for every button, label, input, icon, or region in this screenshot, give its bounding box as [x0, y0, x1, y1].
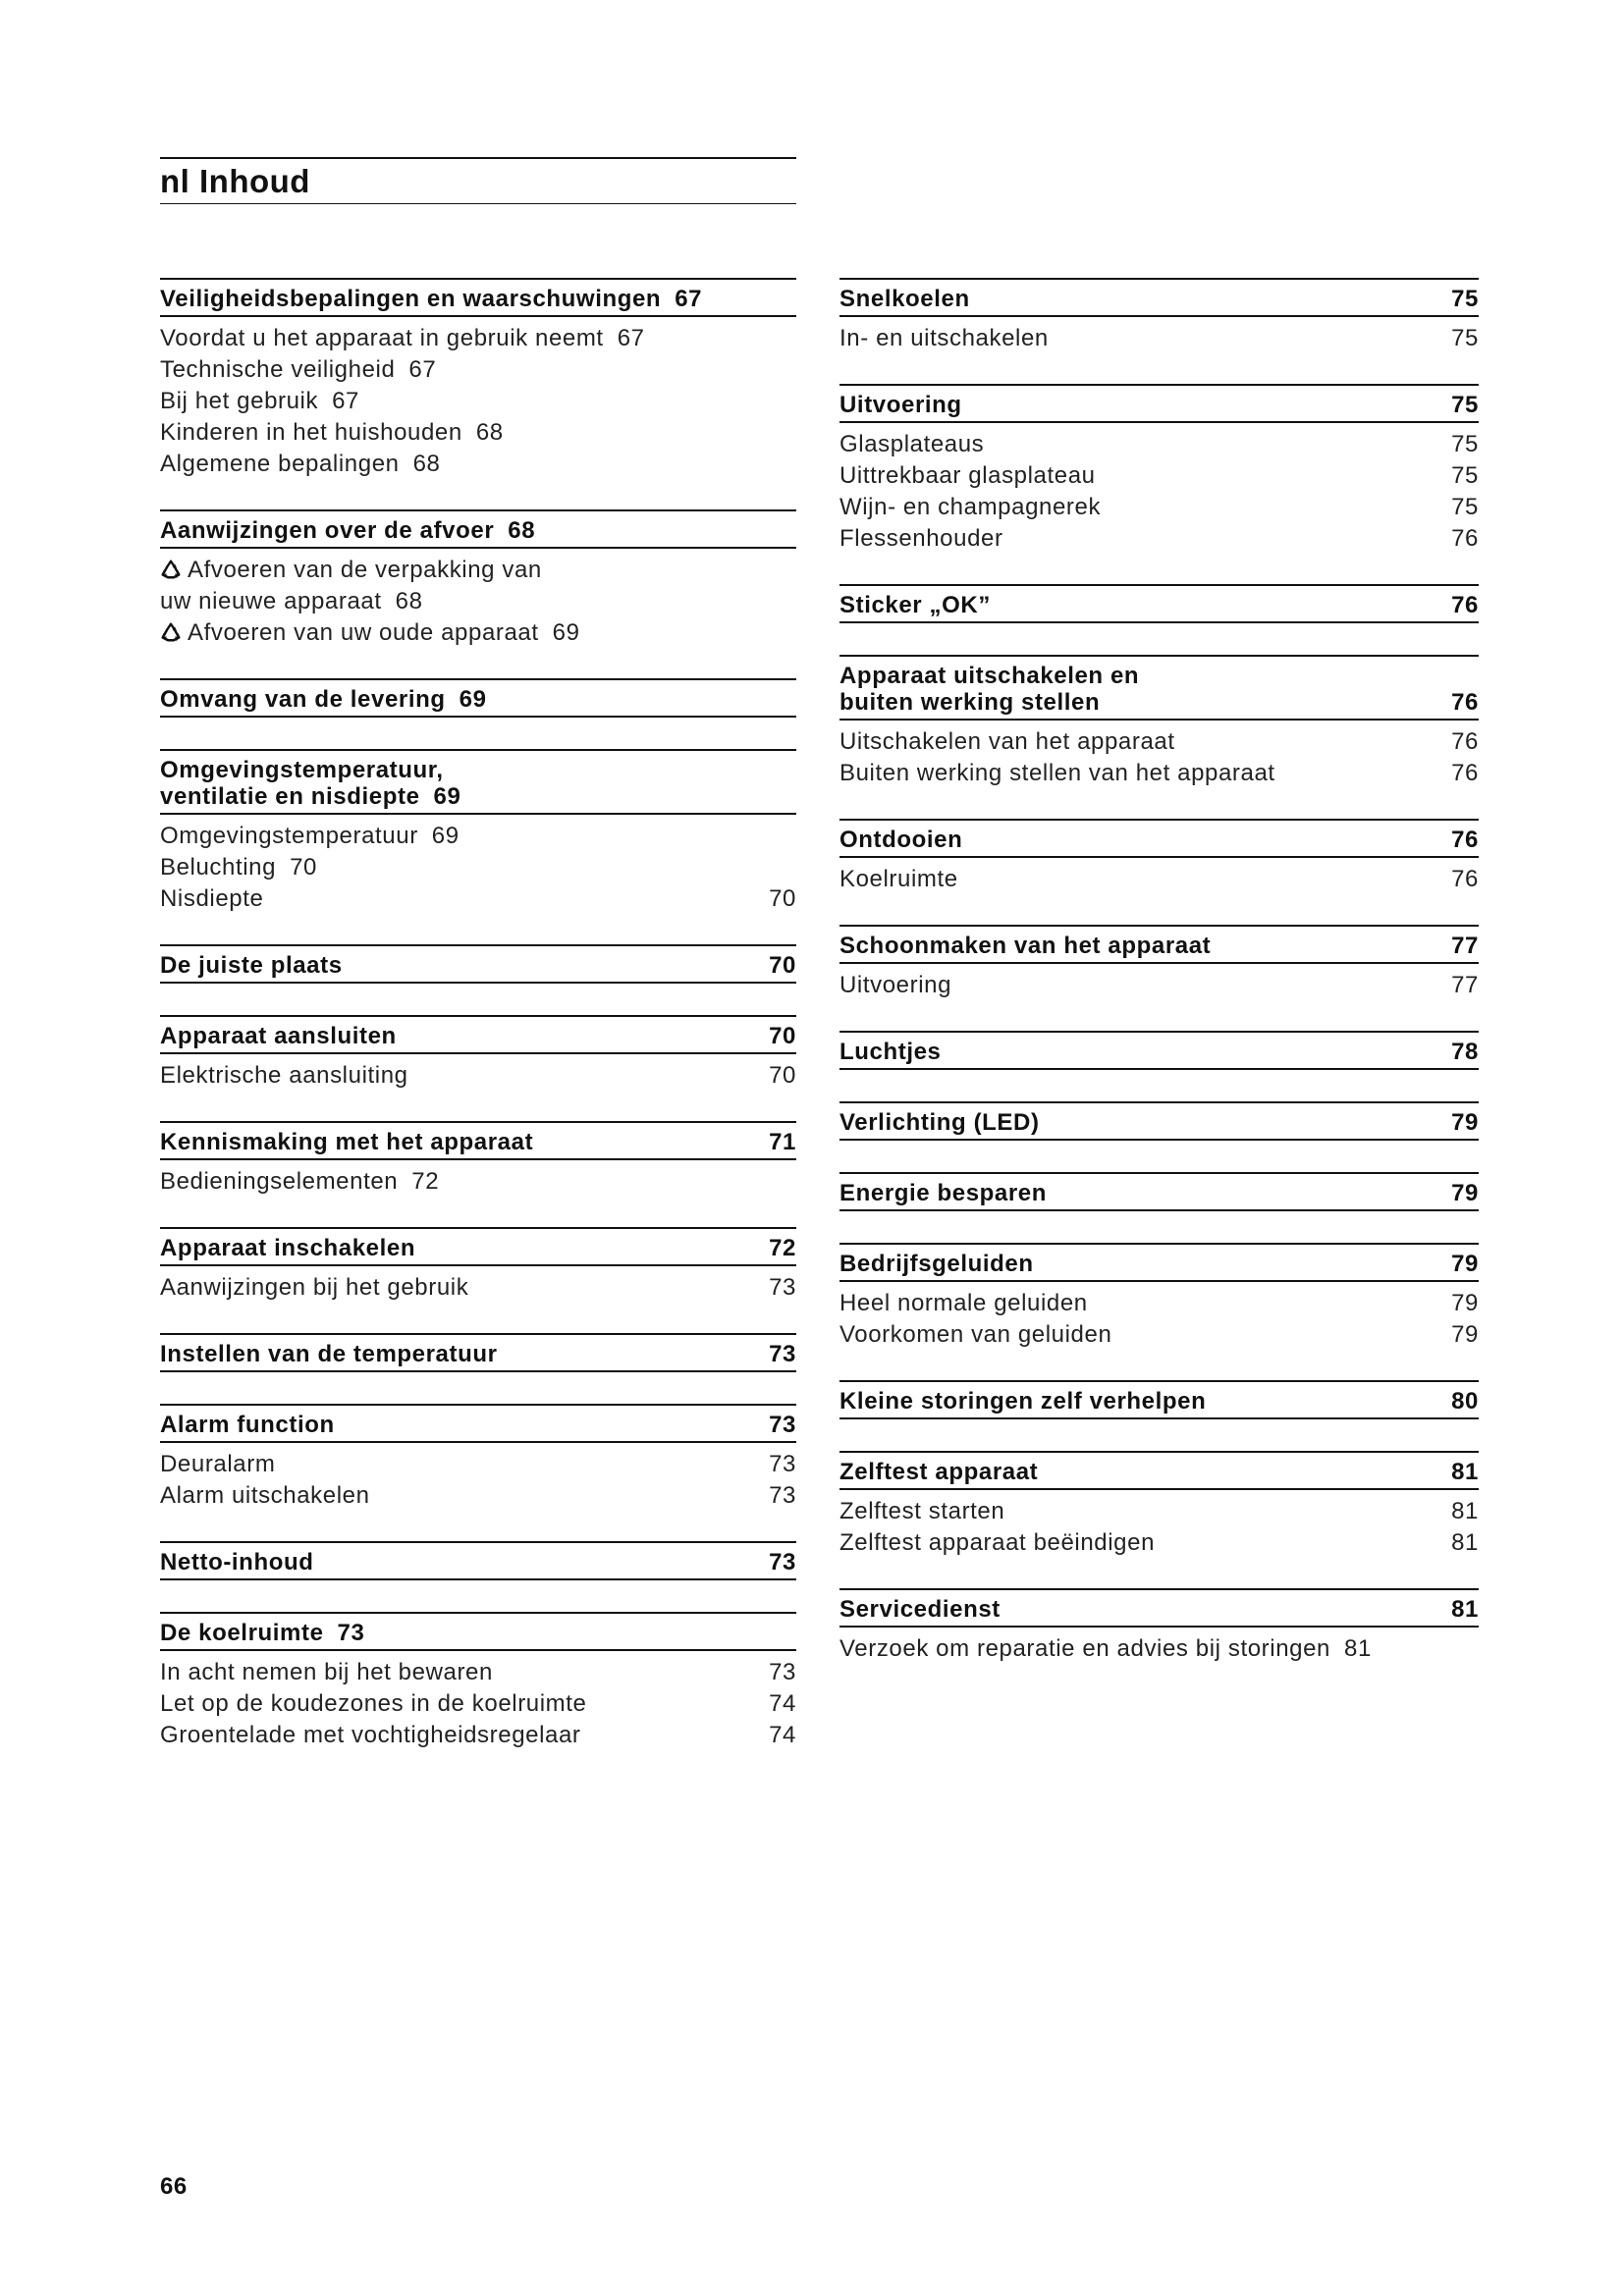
toc-item-page: 76	[1451, 728, 1479, 755]
toc-section-title	[839, 1596, 1441, 1623]
toc-section-heading[interactable]	[839, 1588, 1479, 1628]
toc-section-title-line: Servicedienst	[839, 1596, 1001, 1623]
toc-item-text	[839, 429, 984, 460]
toc-section	[839, 384, 1479, 555]
toc-section-heading[interactable]	[839, 1031, 1479, 1070]
toc-section-title-line: Netto-inhoud	[160, 1549, 314, 1575]
toc-item[interactable]	[160, 821, 796, 852]
toc-item[interactable]	[839, 1633, 1479, 1665]
toc-section-heading[interactable]	[160, 1227, 796, 1266]
toc-item-label: Aanwijzingen bij het gebruik	[160, 1274, 469, 1301]
toc-item-label: Zelftest apparaat beëindigen	[839, 1529, 1156, 1556]
toc-section	[839, 1451, 1479, 1559]
toc-item-label: Technische veiligheid	[160, 356, 396, 383]
toc-item-label: Heel normale geluiden	[839, 1290, 1088, 1316]
toc-section-title-line: Zelftest apparaat	[839, 1459, 1039, 1485]
toc-section-page: 67	[675, 286, 703, 312]
toc-item[interactable]	[160, 1449, 796, 1480]
toc-item-text	[839, 492, 1101, 523]
toc-section-page: 73	[769, 1412, 796, 1438]
toc-section	[160, 1404, 796, 1512]
toc-section-title	[839, 1180, 1441, 1206]
toc-item-label: Afvoeren van uw oude apparaat	[188, 619, 539, 646]
toc-item-text	[839, 323, 1049, 354]
toc-section-title-line: ventilatie en nisdiepte	[160, 783, 420, 810]
toc-item-list	[160, 549, 796, 649]
toc-section-heading[interactable]	[839, 1101, 1479, 1141]
toc-section-title-line: Schoonmaken van het apparaat	[839, 933, 1212, 959]
toc-item-list	[839, 423, 1479, 555]
toc-item[interactable]	[160, 555, 796, 586]
toc-item-text	[160, 821, 460, 852]
toc-item[interactable]	[160, 586, 796, 617]
toc-item-page: 79	[1451, 1321, 1479, 1348]
toc-section	[839, 1101, 1479, 1141]
toc-item[interactable]	[160, 1060, 796, 1092]
toc-item-label: Let op de koudezones in de koelruimte	[160, 1690, 587, 1717]
toc-section	[839, 1172, 1479, 1211]
toc-item[interactable]	[160, 386, 796, 417]
toc-item-label: Nisdiepte	[160, 885, 264, 912]
toc-item-label: uw nieuwe apparaat	[160, 588, 382, 614]
toc-section-title	[839, 827, 1441, 853]
toc-section-title-line: Ontdooien	[839, 827, 963, 853]
toc-section-title	[839, 933, 1441, 959]
toc-section	[839, 925, 1479, 1001]
toc-item-text	[160, 1720, 581, 1751]
toc-section-page: 70	[769, 952, 796, 979]
toc-item-page: 67	[408, 356, 437, 383]
toc-section-heading[interactable]	[839, 278, 1479, 317]
toc-item-list	[839, 1628, 1479, 1665]
toc-section	[839, 278, 1479, 354]
toc-item-list	[839, 964, 1479, 1001]
toc-item-list	[160, 1266, 796, 1304]
toc-section-page: 73	[769, 1549, 796, 1575]
toc-item-label: Uitschakelen van het apparaat	[839, 728, 1175, 755]
toc-item-page: 68	[395, 588, 423, 614]
toc-section	[160, 749, 796, 915]
toc-item-text	[160, 1688, 586, 1720]
toc-section-page: 72	[769, 1235, 796, 1261]
toc-section-title	[160, 517, 796, 544]
toc-section-title	[839, 1039, 1441, 1065]
toc-item-page: 76	[1451, 866, 1479, 892]
toc-section-title-line: Kleine storingen zelf verhelpen	[839, 1388, 1207, 1415]
toc-section-heading[interactable]	[160, 749, 796, 815]
toc-section-page: 76	[1451, 827, 1479, 853]
toc-item-page: 75	[1451, 431, 1479, 457]
toc-section-title-line: Energie besparen	[839, 1180, 1048, 1206]
toc-section-page: 79	[1451, 1109, 1479, 1136]
toc-section-title	[839, 392, 1441, 418]
toc-section-page: 75	[1451, 286, 1479, 312]
toc-section-page: 73	[769, 1341, 796, 1367]
toc-item-text	[839, 1319, 1111, 1351]
toc-item-page: 70	[290, 854, 317, 881]
toc-item-text	[160, 1272, 468, 1304]
toc-item-label: Afvoeren van de verpakking van	[188, 557, 542, 583]
toc-section-heading[interactable]	[160, 1333, 796, 1372]
toc-item-text	[160, 1449, 275, 1480]
toc-item-page: 75	[1451, 494, 1479, 520]
toc-section-title	[839, 592, 1441, 618]
toc-item-list	[160, 317, 796, 480]
toc-item-text	[839, 1288, 1088, 1319]
toc-section	[839, 1031, 1479, 1070]
toc-item[interactable]	[839, 1319, 1479, 1351]
toc-section-title-line: Kennismaking met het apparaat	[160, 1129, 534, 1155]
toc-item-page: 70	[769, 885, 796, 912]
toc-item-text	[839, 1633, 1372, 1665]
toc-section	[839, 584, 1479, 623]
toc-section-title	[160, 686, 796, 713]
toc-section-page: 70	[769, 1023, 796, 1049]
toc-item-page: 72	[411, 1168, 440, 1195]
toc-section-page: 71	[769, 1129, 796, 1155]
toc-item[interactable]	[839, 758, 1479, 789]
toc-section-title-line: Omvang van de levering	[160, 686, 446, 713]
toc-item-label: Algemene bepalingen	[160, 451, 400, 477]
toc-item-label: Groentelade met vochtigheidsregelaar	[160, 1722, 581, 1748]
toc-item-list	[160, 1443, 796, 1512]
toc-item-text	[160, 1657, 493, 1688]
toc-item-label: In- en uitschakelen	[839, 325, 1049, 351]
toc-header	[160, 157, 796, 204]
toc-section-title	[160, 1412, 759, 1438]
toc-item[interactable]	[839, 460, 1479, 492]
toc-item[interactable]	[160, 417, 796, 449]
toc-item[interactable]	[839, 523, 1479, 555]
toc-item-text	[160, 323, 645, 354]
toc-item[interactable]	[160, 1688, 796, 1720]
toc-section-title	[160, 1023, 759, 1049]
toc-section-heading[interactable]	[839, 584, 1479, 623]
toc-section-page: 76	[1451, 592, 1479, 618]
toc-item-page: 73	[769, 1482, 796, 1509]
toc-item-label: Uittrekbaar glasplateau	[839, 462, 1096, 489]
toc-item[interactable]	[160, 617, 796, 649]
toc-item-label: Kinderen in het huishouden	[160, 419, 462, 446]
toc-section-title-line: Omgevingstemperatuur,	[160, 757, 444, 783]
toc-item-page: 69	[552, 619, 580, 646]
toc-item[interactable]	[839, 726, 1479, 758]
toc-column-right	[839, 278, 1479, 1694]
toc-section-page: 69	[459, 686, 487, 713]
toc-item-label: Bij het gebruik	[160, 388, 319, 414]
toc-section-page: 78	[1451, 1039, 1479, 1065]
toc-item-label: Glasplateaus	[839, 431, 985, 457]
toc-section	[160, 1333, 796, 1372]
toc-section-title	[839, 663, 1441, 716]
toc-section-heading[interactable]	[839, 1172, 1479, 1211]
toc-section-page: 81	[1451, 1596, 1479, 1623]
toc-item[interactable]	[839, 1496, 1479, 1527]
toc-section-heading[interactable]	[160, 944, 796, 984]
toc-section-title-line: Sticker „OK”	[839, 592, 991, 618]
toc-item-list	[839, 858, 1479, 895]
toc-item-page: 73	[769, 1274, 796, 1301]
toc-section-heading[interactable]	[160, 1612, 796, 1651]
toc-item-label: Elektrische aansluiting	[160, 1062, 408, 1089]
toc-item-list	[839, 721, 1479, 789]
toc-section-title	[160, 1549, 759, 1575]
toc-section-title	[839, 286, 1441, 312]
toc-item-page: 67	[617, 325, 645, 351]
toc-item-label: Uitvoering	[839, 972, 952, 998]
toc-item-label: Buiten werking stellen van het apparaat	[839, 760, 1275, 786]
toc-item-list	[160, 815, 796, 915]
toc-section-title-line: Veiligheidsbepalingen en waarschuwingen	[160, 286, 662, 312]
toc-section-title	[160, 1620, 796, 1646]
toc-item[interactable]	[839, 1288, 1479, 1319]
toc-item-list	[160, 1054, 796, 1092]
toc-section-heading[interactable]	[839, 1380, 1479, 1419]
toc-section-title-line: Apparaat aansluiten	[160, 1023, 397, 1049]
toc-section	[160, 509, 796, 649]
toc-item[interactable]	[160, 354, 796, 386]
toc-item-list	[839, 317, 1479, 354]
toc-section-heading[interactable]	[160, 278, 796, 317]
toc-item-list	[839, 1490, 1479, 1559]
toc-section-heading[interactable]	[160, 1541, 796, 1580]
toc-item-text	[839, 864, 958, 895]
toc-item-text	[839, 460, 1096, 492]
toc-item-label: Wijn- en champagnerek	[839, 494, 1102, 520]
toc-item-page: 76	[1451, 760, 1479, 786]
toc-section-title-line: Verlichting (LED)	[839, 1109, 1040, 1136]
toc-section-heading[interactable]	[839, 655, 1479, 721]
toc-item-text	[160, 852, 317, 883]
toc-section-title	[160, 1129, 759, 1155]
toc-item-page: 81	[1451, 1498, 1479, 1524]
toc-item-label: In acht nemen bij het bewaren	[160, 1659, 493, 1685]
toc-item[interactable]	[160, 1272, 796, 1304]
toc-section-title-line: Alarm function	[160, 1412, 335, 1438]
toc-item-page: 69	[431, 823, 460, 849]
toc-section-title-line: Uitvoering	[839, 392, 962, 418]
toc-column-left	[160, 278, 796, 1781]
toc-item[interactable]	[160, 1720, 796, 1751]
toc-section-title	[839, 1251, 1441, 1277]
toc-item[interactable]	[160, 1480, 796, 1512]
toc-item-list	[160, 1160, 796, 1198]
toc-item[interactable]	[839, 429, 1479, 460]
toc-section-title-line: Instellen van de temperatuur	[160, 1341, 498, 1367]
toc-item-text	[160, 417, 504, 449]
toc-item-text	[160, 1480, 370, 1512]
toc-section-heading[interactable]	[839, 1451, 1479, 1490]
toc-item-page: 81	[1344, 1635, 1372, 1662]
toc-section-page: 69	[433, 783, 461, 810]
toc-item[interactable]	[160, 1166, 796, 1198]
toc-item-text	[839, 1496, 1004, 1527]
toc-item-label: Bedieningselementen	[160, 1168, 399, 1195]
toc-section-title	[160, 286, 796, 312]
toc-item-page: 68	[475, 419, 504, 446]
toc-section-heading[interactable]	[839, 1243, 1479, 1282]
toc-item-text	[160, 1060, 408, 1092]
toc-item-list	[160, 1651, 796, 1751]
toc-section-page: 73	[337, 1620, 365, 1646]
toc-section-heading[interactable]	[839, 384, 1479, 423]
toc-item-page: 77	[1451, 972, 1479, 998]
toc-section-heading[interactable]	[839, 819, 1479, 858]
toc-section-page: 75	[1451, 392, 1479, 418]
toc-section-title	[839, 1388, 1441, 1415]
toc-section-title-line: Apparaat inschakelen	[160, 1235, 416, 1261]
toc-section-page: 79	[1451, 1180, 1479, 1206]
toc-item-page: 74	[769, 1722, 796, 1748]
toc-item[interactable]	[839, 1527, 1479, 1559]
toc-section	[839, 1243, 1479, 1351]
toc-item[interactable]	[839, 492, 1479, 523]
toc-section-title-line: Apparaat uitschakelen en	[839, 663, 1140, 689]
toc-item-page: 75	[1451, 462, 1479, 489]
toc-section-title	[160, 952, 759, 979]
toc-section-heading[interactable]	[160, 1015, 796, 1054]
page-number: 66	[160, 2173, 188, 2200]
toc-section-page: 77	[1451, 933, 1479, 959]
toc-item[interactable]	[160, 852, 796, 883]
toc-section-page: 68	[508, 517, 536, 544]
toc-item[interactable]	[160, 449, 796, 480]
toc-section-title-line: Snelkoelen	[839, 286, 970, 312]
toc-item-label: Voorkomen van geluiden	[839, 1321, 1112, 1348]
toc-section-title	[839, 1109, 1441, 1136]
toc-section	[839, 819, 1479, 895]
toc-section-page: 81	[1451, 1459, 1479, 1485]
toc-item-label: Verzoek om reparatie en advies bij storingen	[839, 1635, 1331, 1662]
toc-section	[839, 655, 1479, 789]
toc-item-label: Voordat u het apparaat in gebruik neemt	[160, 325, 604, 351]
toc-item-list	[839, 1282, 1479, 1351]
toc-section	[160, 1015, 796, 1092]
toc-item-text	[839, 758, 1275, 789]
toc-item[interactable]	[160, 1657, 796, 1688]
toc-item[interactable]	[839, 864, 1479, 895]
toc-section-heading[interactable]	[160, 678, 796, 718]
toc-item[interactable]	[839, 970, 1479, 1001]
toc-section	[839, 1380, 1479, 1419]
toc-section	[160, 1541, 796, 1580]
toc-section-title-line: Aanwijzingen over de afvoer	[160, 517, 495, 544]
recycle-icon	[160, 620, 182, 642]
toc-section-title-line: Luchtjes	[839, 1039, 942, 1065]
toc-item-label: Zelftest starten	[839, 1498, 1005, 1524]
toc-section-title-line: Bedrijfsgeluiden	[839, 1251, 1034, 1277]
toc-item-text	[839, 523, 1003, 555]
toc-item-text	[160, 386, 359, 417]
recycle-icon	[160, 558, 182, 579]
toc-section	[160, 1227, 796, 1304]
toc-section-page: 79	[1451, 1251, 1479, 1277]
toc-section-page: 76	[1451, 689, 1479, 716]
toc-item[interactable]	[160, 883, 796, 915]
toc-item-page: 79	[1451, 1290, 1479, 1316]
toc-section-title-line: De koelruimte	[160, 1620, 324, 1646]
toc-section	[160, 1612, 796, 1751]
toc-item-text	[160, 1166, 439, 1198]
toc-section	[160, 678, 796, 718]
page-title: nl Inhoud	[160, 163, 310, 199]
toc-item-label: Koelruimte	[839, 866, 958, 892]
toc-section-title-line: De juiste plaats	[160, 952, 343, 979]
toc-section-title	[160, 1341, 759, 1367]
toc-section-page: 80	[1451, 1388, 1479, 1415]
toc-section-heading[interactable]	[160, 509, 796, 549]
toc-item-text	[839, 970, 951, 1001]
toc-item-label: Deuralarm	[160, 1451, 276, 1477]
toc-section	[160, 1121, 796, 1198]
toc-item-text	[839, 726, 1175, 758]
toc-item-page: 70	[769, 1062, 796, 1089]
toc-item-page: 74	[769, 1690, 796, 1717]
toc-item-label: Beluchting	[160, 854, 277, 881]
toc-section-title	[160, 1235, 759, 1261]
toc-section	[160, 944, 796, 984]
toc-section-heading[interactable]	[160, 1404, 796, 1443]
toc-item-text	[160, 883, 263, 915]
toc-item-text	[839, 1527, 1155, 1559]
toc-section-title	[160, 757, 796, 810]
toc-section-heading[interactable]	[160, 1121, 796, 1160]
toc-item-page: 81	[1451, 1529, 1479, 1556]
toc-item-text	[160, 617, 580, 649]
toc-item-text	[160, 354, 436, 386]
toc-item-page: 76	[1451, 525, 1479, 552]
toc-item-label: Flessenhouder	[839, 525, 1003, 552]
toc-section-heading[interactable]	[839, 925, 1479, 964]
toc-item-label: Omgevingstemperatuur	[160, 823, 418, 849]
toc-item-page: 68	[412, 451, 441, 477]
toc-section-title-line: buiten werking stellen	[839, 689, 1101, 716]
toc-item[interactable]	[839, 323, 1479, 354]
toc-section	[160, 278, 796, 480]
toc-item-text	[160, 449, 441, 480]
toc-item-page: 67	[332, 388, 359, 414]
toc-item[interactable]	[160, 323, 796, 354]
toc-item-text	[160, 555, 542, 586]
toc-item-label: Alarm uitschakelen	[160, 1482, 370, 1509]
toc-section-title	[839, 1459, 1441, 1485]
toc-item-page: 73	[769, 1451, 796, 1477]
toc-item-page: 73	[769, 1659, 796, 1685]
toc-item-text	[160, 586, 423, 617]
toc-item-page: 75	[1451, 325, 1479, 351]
toc-section	[839, 1588, 1479, 1665]
